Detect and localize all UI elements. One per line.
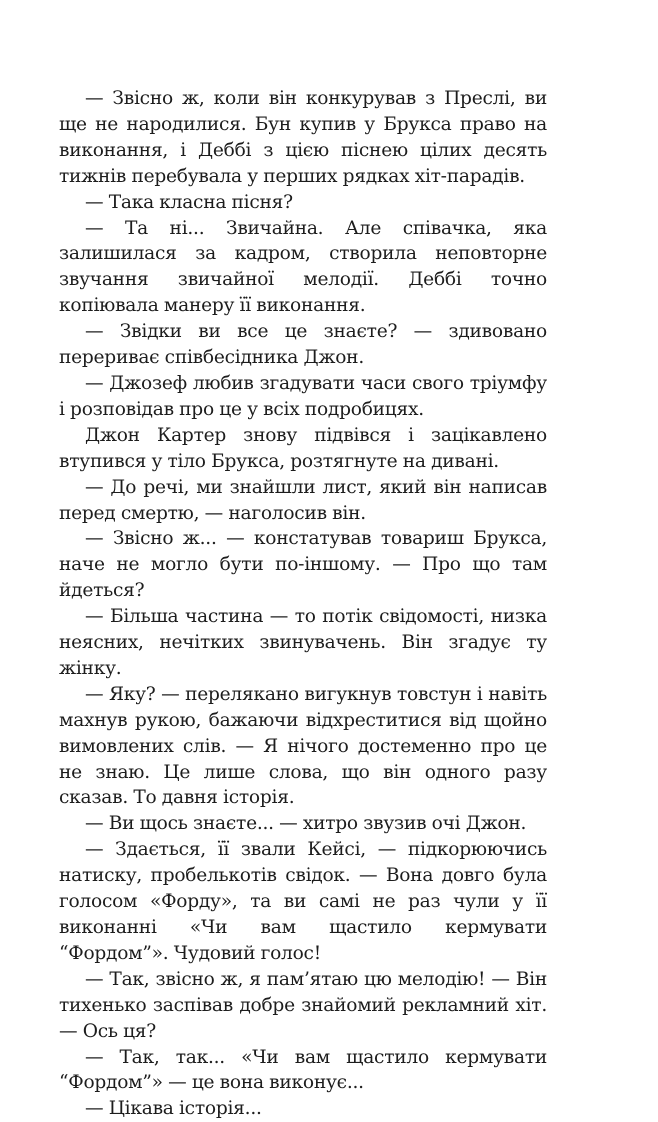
paragraph: — Та ні... Звичайна. Але співачка, яка залишилася за кадром, створила неповторне звучання звичайної мелодії. Деббі точно копіювала манеру її виконання. <box>59 217 547 317</box>
paragraph: — До речі, ми знайшли лист, який він написав перед смертю, — наголосив він. <box>59 476 547 524</box>
paragraph: — Цікава історія... <box>85 1098 262 1120</box>
paragraph: — Ви щось знаєте... — хитро звузив очі Джон. <box>85 813 527 835</box>
paragraph: — Звідки ви все це знаєте? — здивовано перериває співбесідника Джон. <box>59 321 547 369</box>
paragraph: — Здається, її звали Кейсі, — підкорюючись натиску, пробелькотів свідок. — Вона довго була голосом «Форду», та ви самі не раз чули у її виконанні «Чи вам щастило кермувати “Фордом”». Чудовий голос! <box>59 839 547 964</box>
paragraph: — Звісно ж, коли він конкурував з Преслі, ви ще не народилися. Бун купив у Брукса право на виконання, і Деббі з цією піснею цілих десять тижнів перебувала у перших рядках хіт-парадів. <box>59 88 547 187</box>
paragraph: Джон Картер знову підвівся і зацікавлено втупився у тіло Брукса, розтягнуте на дивані. <box>59 424 547 472</box>
paragraph: — Яку? — перелякано вигукнув товстун і навіть махнув рукою, бажаючи відхреститися від щойно вимовлених слів. — Я нічого достеменно про це не знаю. Це лише слова, що він одного разу сказав. То давня історія. <box>59 683 547 809</box>
paragraph: — Звісно ж... — констатував товариш Брукса, наче не могло бути по-іншому. — Про що там йдеться? <box>59 528 547 602</box>
paragraph: — Так, звісно ж, я пам’ятаю цю мелодію! — Він тихенько заспівав добре знайомий рекламний хіт. — Ось ця? <box>59 968 547 1042</box>
paragraph: — Більша частина — то потік свідомості, низка неясних, нечітких звинувачень. Він згадує ту жінку. <box>59 606 547 679</box>
book-page-text <box>59 86 547 1122</box>
paragraph: — Так, так... «Чи вам щастило кермувати “Фордом”» — це вона виконує... <box>59 1046 547 1094</box>
paragraph: — Джозеф любив згадувати часи свого тріумфу і розповідав про це у всіх подробицях. <box>59 372 547 420</box>
paragraph: — Така класна пісня? <box>85 191 293 213</box>
